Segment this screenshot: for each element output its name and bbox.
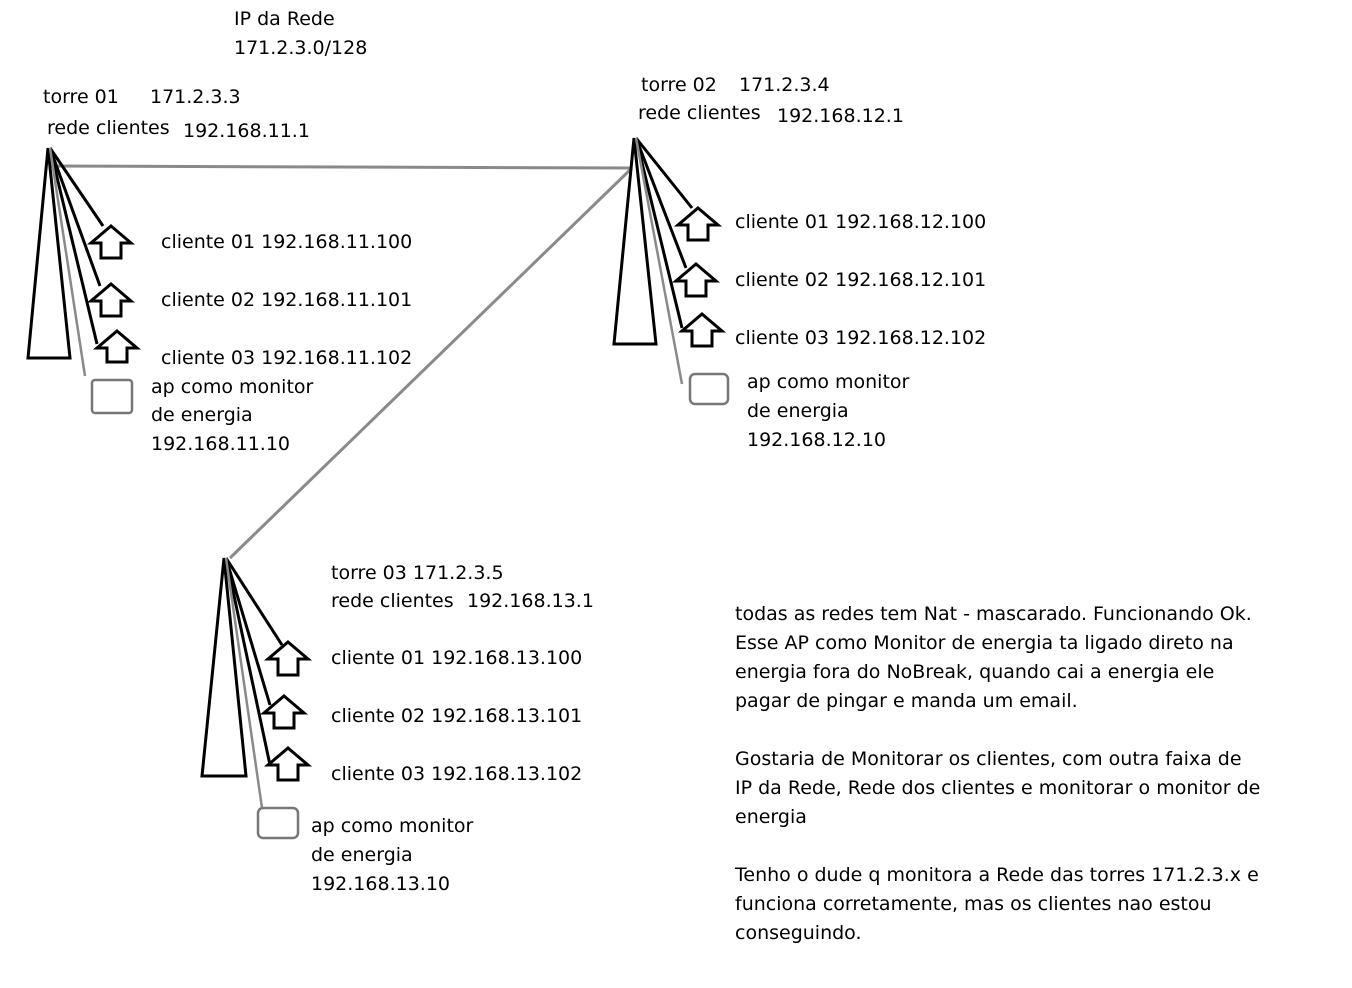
note-line-8: energia bbox=[735, 806, 807, 828]
tower-3-client-3: cliente 03 192.168.13.102 bbox=[331, 763, 583, 785]
tower-1-clients-net: 192.168.11.1 bbox=[183, 120, 310, 142]
tower-1-ap-line-3: 192.168.11.10 bbox=[151, 433, 291, 455]
tower-1-ip: 171.2.3.3 bbox=[150, 86, 241, 108]
tower-3-ap-line-1: ap como monitor bbox=[311, 815, 474, 837]
tower-2-name: torre 02 bbox=[641, 74, 717, 96]
tower-3-client-3-arrow-icon bbox=[268, 748, 308, 780]
tower-1-client-3: cliente 03 192.168.11.102 bbox=[161, 347, 413, 369]
note-line-12: conseguindo. bbox=[735, 922, 862, 944]
tower-2-client-2: cliente 02 192.168.12.101 bbox=[735, 269, 987, 291]
tower-1-ap-line-1: ap como monitor bbox=[151, 376, 314, 398]
tower-1-icon bbox=[28, 148, 70, 358]
note-line-4: pagar de pingar e manda um email. bbox=[735, 690, 1078, 712]
tower-2-ap-line-1: ap como monitor bbox=[747, 371, 910, 393]
tower-3-clients-label: rede clientes bbox=[331, 590, 454, 612]
tower-3-client-1: cliente 01 192.168.13.100 bbox=[331, 647, 583, 669]
tower-1-name: torre 01 bbox=[43, 86, 119, 108]
link-torre01-torre02 bbox=[50, 166, 632, 168]
note-line-1: todas as redes tem Nat - mascarado. Funcionando Ok. bbox=[735, 603, 1252, 625]
tower-3-name: torre 03 171.2.3.5 bbox=[331, 562, 504, 584]
tower-1-client-3-arrow-icon bbox=[97, 331, 137, 362]
tower-1-clients-label: rede clientes bbox=[47, 117, 170, 139]
tower-2-ap-icon bbox=[690, 374, 728, 404]
tower-1-client-2-arrow-icon bbox=[91, 284, 131, 316]
tower-1 bbox=[28, 148, 137, 413]
tower-2-client-3-arrow-icon bbox=[682, 314, 722, 346]
tower-2-ap-line-3: 192.168.12.10 bbox=[747, 429, 887, 451]
note-line-2: Esse AP como Monitor de energia ta ligado direto na bbox=[735, 632, 1234, 654]
tower-2-clients-label: rede clientes bbox=[638, 102, 761, 124]
tower-2-client-2-arrow-icon bbox=[676, 264, 716, 296]
tower-1-client-1: cliente 01 192.168.11.100 bbox=[161, 231, 413, 253]
tower-2 bbox=[614, 138, 728, 404]
tower-2-client-1: cliente 01 192.168.12.100 bbox=[735, 211, 987, 233]
tower-2-clients-net: 192.168.12.1 bbox=[777, 105, 904, 127]
tower-3 bbox=[202, 558, 308, 838]
tower-2-ap-line-2: de energia bbox=[747, 400, 849, 422]
tower-3-client-1-arrow-icon bbox=[268, 642, 308, 675]
tower-1-client-2: cliente 02 192.168.11.101 bbox=[161, 289, 413, 311]
tower-3-ap-line-3: 192.168.13.10 bbox=[311, 873, 451, 895]
tower-3-clients-net: 192.168.13.1 bbox=[467, 590, 594, 612]
tower-2-client-3: cliente 03 192.168.12.102 bbox=[735, 327, 987, 349]
note-line-10: Tenho o dude q monitora a Rede das torres 171.2.3.x e bbox=[735, 864, 1259, 886]
note-line-11: funciona corretamente, mas os clientes nao estou bbox=[735, 893, 1212, 915]
tower-2-ip: 171.2.3.4 bbox=[739, 74, 830, 96]
tower-1-ap-icon bbox=[92, 380, 132, 413]
tower-1-ap-line-2: de energia bbox=[151, 404, 253, 426]
tower-3-client-2: cliente 02 192.168.13.101 bbox=[331, 705, 583, 727]
note-line-6: Gostaria de Monitorar os clientes, com outra faixa de bbox=[735, 748, 1242, 770]
note-line-3: energia fora do NoBreak, quando cai a energia ele bbox=[735, 661, 1215, 683]
tower-1-client-1-arrow-icon bbox=[91, 226, 131, 258]
network-label: IP da Rede bbox=[234, 8, 335, 30]
tower-3-icon bbox=[202, 558, 246, 776]
note-line-7: IP da Rede, Rede dos clientes e monitorar o monitor de bbox=[735, 777, 1261, 799]
tower-3-ap-line-2: de energia bbox=[311, 844, 413, 866]
tower-2-client-1-arrow-icon bbox=[678, 208, 718, 240]
tower-3-ap-icon bbox=[258, 808, 298, 838]
network-value: 171.2.3.0/128 bbox=[234, 37, 368, 59]
